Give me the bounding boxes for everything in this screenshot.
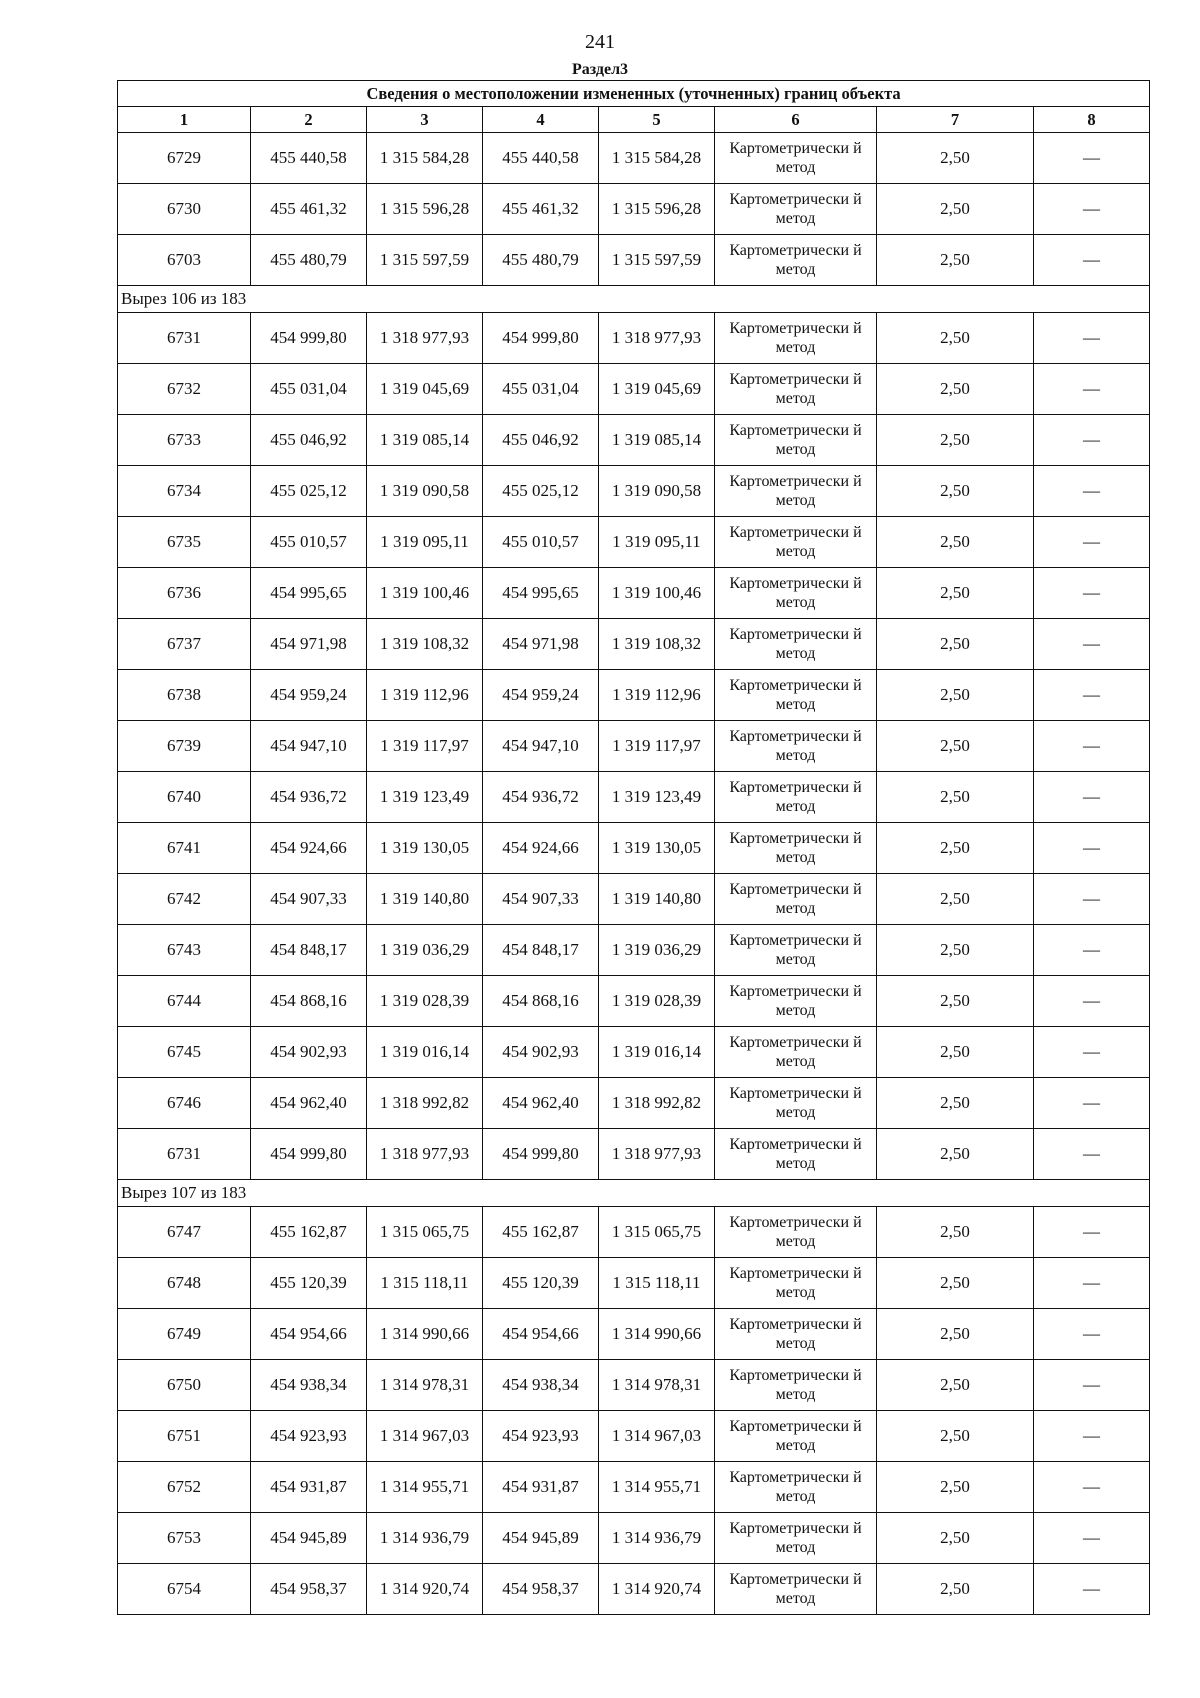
x-old-cell: 455 461,32 (251, 184, 367, 235)
precision-cell: 2,50 (877, 1027, 1034, 1078)
description-cell: — (1034, 925, 1150, 976)
y-new-cell: 1 314 955,71 (599, 1462, 715, 1513)
column-header: 1 (118, 107, 251, 133)
description-cell: — (1034, 772, 1150, 823)
table-row (118, 1258, 1150, 1309)
point-number-cell: 6741 (118, 823, 251, 874)
point-number-cell: 6744 (118, 976, 251, 1027)
x-old-cell: 454 962,40 (251, 1078, 367, 1129)
x-new-cell: 454 954,66 (483, 1309, 599, 1360)
x-new-cell: 454 924,66 (483, 823, 599, 874)
method-cell: Картометрически й метод (715, 823, 877, 874)
y-new-cell: 1 315 065,75 (599, 1207, 715, 1258)
point-number-cell: 6738 (118, 670, 251, 721)
column-header: 5 (599, 107, 715, 133)
x-new-cell: 454 959,24 (483, 670, 599, 721)
precision-cell: 2,50 (877, 772, 1034, 823)
description-cell: — (1034, 1462, 1150, 1513)
boundary-coordinates-table (117, 80, 1150, 1615)
y-old-cell: 1 318 977,93 (367, 313, 483, 364)
method-cell: Картометрически й метод (715, 1411, 877, 1462)
table-row (118, 1513, 1150, 1564)
column-header: 6 (715, 107, 877, 133)
x-old-cell: 454 945,89 (251, 1513, 367, 1564)
y-new-cell: 1 319 045,69 (599, 364, 715, 415)
description-cell: — (1034, 517, 1150, 568)
x-new-cell: 455 162,87 (483, 1207, 599, 1258)
x-old-cell: 455 162,87 (251, 1207, 367, 1258)
x-old-cell: 454 995,65 (251, 568, 367, 619)
description-cell: — (1034, 1027, 1150, 1078)
method-cell: Картометрически й метод (715, 670, 877, 721)
description-cell: — (1034, 670, 1150, 721)
description-cell: — (1034, 1129, 1150, 1180)
method-cell: Картометрически й метод (715, 1258, 877, 1309)
description-cell: — (1034, 619, 1150, 670)
point-number-cell: 6745 (118, 1027, 251, 1078)
y-new-cell: 1 319 016,14 (599, 1027, 715, 1078)
y-new-cell: 1 319 140,80 (599, 874, 715, 925)
x-new-cell: 455 461,32 (483, 184, 599, 235)
y-old-cell: 1 319 095,11 (367, 517, 483, 568)
method-cell: Картометрически й метод (715, 1360, 877, 1411)
y-new-cell: 1 318 977,93 (599, 1129, 715, 1180)
x-old-cell: 454 947,10 (251, 721, 367, 772)
point-number-cell: 6734 (118, 466, 251, 517)
x-old-cell: 455 010,57 (251, 517, 367, 568)
table-row (118, 568, 1150, 619)
table-row (118, 1078, 1150, 1129)
description-cell: — (1034, 184, 1150, 235)
y-old-cell: 1 319 108,32 (367, 619, 483, 670)
precision-cell: 2,50 (877, 976, 1034, 1027)
y-new-cell: 1 319 095,11 (599, 517, 715, 568)
precision-cell: 2,50 (877, 1564, 1034, 1615)
method-cell: Картометрически й метод (715, 1309, 877, 1360)
y-new-cell: 1 319 117,97 (599, 721, 715, 772)
y-new-cell: 1 319 130,05 (599, 823, 715, 874)
y-old-cell: 1 319 140,80 (367, 874, 483, 925)
y-old-cell: 1 315 584,28 (367, 133, 483, 184)
x-old-cell: 455 025,12 (251, 466, 367, 517)
method-cell: Картометрически й метод (715, 517, 877, 568)
precision-cell: 2,50 (877, 364, 1034, 415)
y-new-cell: 1 314 967,03 (599, 1411, 715, 1462)
method-cell: Картометрически й метод (715, 976, 877, 1027)
x-old-cell: 455 120,39 (251, 1258, 367, 1309)
y-old-cell: 1 318 977,93 (367, 1129, 483, 1180)
description-cell: — (1034, 313, 1150, 364)
description-cell: — (1034, 1258, 1150, 1309)
precision-cell: 2,50 (877, 1309, 1034, 1360)
y-new-cell: 1 319 090,58 (599, 466, 715, 517)
x-new-cell: 455 025,12 (483, 466, 599, 517)
table-row (118, 925, 1150, 976)
description-cell: — (1034, 1078, 1150, 1129)
table-row (118, 364, 1150, 415)
point-number-cell: 6732 (118, 364, 251, 415)
x-old-cell: 455 031,04 (251, 364, 367, 415)
table-row (118, 619, 1150, 670)
point-number-cell: 6752 (118, 1462, 251, 1513)
table-row (118, 235, 1150, 286)
point-number-cell: 6747 (118, 1207, 251, 1258)
precision-cell: 2,50 (877, 466, 1034, 517)
x-old-cell: 454 907,33 (251, 874, 367, 925)
y-new-cell: 1 319 028,39 (599, 976, 715, 1027)
y-new-cell: 1 318 977,93 (599, 313, 715, 364)
y-old-cell: 1 319 085,14 (367, 415, 483, 466)
x-new-cell: 454 947,10 (483, 721, 599, 772)
section-title: Раздел3 (571, 61, 629, 78)
column-header: 2 (251, 107, 367, 133)
table-row (118, 184, 1150, 235)
x-new-cell: 454 999,80 (483, 1129, 599, 1180)
point-number-cell: 6746 (118, 1078, 251, 1129)
method-cell: Картометрически й метод (715, 874, 877, 925)
x-new-cell: 455 440,58 (483, 133, 599, 184)
description-cell: — (1034, 721, 1150, 772)
description-cell: — (1034, 976, 1150, 1027)
precision-cell: 2,50 (877, 1207, 1034, 1258)
y-old-cell: 1 314 967,03 (367, 1411, 483, 1462)
y-old-cell: 1 315 597,59 (367, 235, 483, 286)
description-cell: — (1034, 1360, 1150, 1411)
precision-cell: 2,50 (877, 313, 1034, 364)
description-cell: — (1034, 133, 1150, 184)
subsection-label: Вырез 107 из 183 (118, 1180, 1150, 1207)
x-old-cell: 454 848,17 (251, 925, 367, 976)
point-number-cell: 6730 (118, 184, 251, 235)
column-header: 4 (483, 107, 599, 133)
x-old-cell: 454 959,24 (251, 670, 367, 721)
y-old-cell: 1 314 978,31 (367, 1360, 483, 1411)
table-row (118, 1462, 1150, 1513)
x-new-cell: 454 945,89 (483, 1513, 599, 1564)
y-old-cell: 1 315 596,28 (367, 184, 483, 235)
y-old-cell: 1 315 118,11 (367, 1258, 483, 1309)
description-cell: — (1034, 874, 1150, 925)
y-new-cell: 1 319 108,32 (599, 619, 715, 670)
table-row (118, 1411, 1150, 1462)
method-cell: Картометрически й метод (715, 1078, 877, 1129)
x-old-cell: 454 902,93 (251, 1027, 367, 1078)
y-new-cell: 1 319 112,96 (599, 670, 715, 721)
y-new-cell: 1 319 100,46 (599, 568, 715, 619)
point-number-cell: 6743 (118, 925, 251, 976)
description-cell: — (1034, 1513, 1150, 1564)
y-old-cell: 1 314 920,74 (367, 1564, 483, 1615)
y-old-cell: 1 319 112,96 (367, 670, 483, 721)
precision-cell: 2,50 (877, 925, 1034, 976)
method-cell: Картометрически й метод (715, 619, 877, 670)
x-new-cell: 454 923,93 (483, 1411, 599, 1462)
point-number-cell: 6750 (118, 1360, 251, 1411)
y-new-cell: 1 315 597,59 (599, 235, 715, 286)
table-row (118, 670, 1150, 721)
precision-cell: 2,50 (877, 823, 1034, 874)
y-old-cell: 1 314 990,66 (367, 1309, 483, 1360)
description-cell: — (1034, 364, 1150, 415)
table-row (118, 1027, 1150, 1078)
precision-cell: 2,50 (877, 874, 1034, 925)
precision-cell: 2,50 (877, 721, 1034, 772)
method-cell: Картометрически й метод (715, 184, 877, 235)
description-cell: — (1034, 1564, 1150, 1615)
precision-cell: 2,50 (877, 1513, 1034, 1564)
precision-cell: 2,50 (877, 1258, 1034, 1309)
table-row (118, 874, 1150, 925)
method-cell: Картометрически й метод (715, 1027, 877, 1078)
column-header-row (118, 107, 1150, 133)
x-new-cell: 454 999,80 (483, 313, 599, 364)
page-number: 241 (585, 31, 615, 53)
x-old-cell: 454 938,34 (251, 1360, 367, 1411)
y-old-cell: 1 319 123,49 (367, 772, 483, 823)
x-old-cell: 455 480,79 (251, 235, 367, 286)
description-cell: — (1034, 415, 1150, 466)
y-old-cell: 1 319 117,97 (367, 721, 483, 772)
y-old-cell: 1 319 028,39 (367, 976, 483, 1027)
table-row (118, 466, 1150, 517)
x-new-cell: 454 971,98 (483, 619, 599, 670)
point-number-cell: 6703 (118, 235, 251, 286)
table-row (118, 976, 1150, 1027)
y-new-cell: 1 315 118,11 (599, 1258, 715, 1309)
y-new-cell: 1 315 584,28 (599, 133, 715, 184)
y-new-cell: 1 319 085,14 (599, 415, 715, 466)
y-old-cell: 1 314 936,79 (367, 1513, 483, 1564)
method-cell: Картометрически й метод (715, 1462, 877, 1513)
y-old-cell: 1 319 100,46 (367, 568, 483, 619)
precision-cell: 2,50 (877, 235, 1034, 286)
precision-cell: 2,50 (877, 415, 1034, 466)
x-old-cell: 454 958,37 (251, 1564, 367, 1615)
method-cell: Картометрически й метод (715, 415, 877, 466)
y-new-cell: 1 314 990,66 (599, 1309, 715, 1360)
point-number-cell: 6735 (118, 517, 251, 568)
x-new-cell: 454 958,37 (483, 1564, 599, 1615)
point-number-cell: 6731 (118, 1129, 251, 1180)
table-row (118, 1564, 1150, 1615)
y-old-cell: 1 319 036,29 (367, 925, 483, 976)
method-cell: Картометрически й метод (715, 364, 877, 415)
point-number-cell: 6749 (118, 1309, 251, 1360)
table-row (118, 517, 1150, 568)
y-new-cell: 1 314 936,79 (599, 1513, 715, 1564)
method-cell: Картометрически й метод (715, 1564, 877, 1615)
description-cell: — (1034, 568, 1150, 619)
table-row (118, 823, 1150, 874)
point-number-cell: 6736 (118, 568, 251, 619)
y-new-cell: 1 318 992,82 (599, 1078, 715, 1129)
subsection-row (118, 1180, 1150, 1207)
column-header: 7 (877, 107, 1034, 133)
description-cell: — (1034, 466, 1150, 517)
x-new-cell: 454 936,72 (483, 772, 599, 823)
precision-cell: 2,50 (877, 517, 1034, 568)
y-new-cell: 1 315 596,28 (599, 184, 715, 235)
x-old-cell: 454 931,87 (251, 1462, 367, 1513)
x-old-cell: 454 868,16 (251, 976, 367, 1027)
table-row (118, 1360, 1150, 1411)
y-new-cell: 1 319 123,49 (599, 772, 715, 823)
point-number-cell: 6748 (118, 1258, 251, 1309)
precision-cell: 2,50 (877, 568, 1034, 619)
table-row (118, 415, 1150, 466)
x-old-cell: 455 046,92 (251, 415, 367, 466)
precision-cell: 2,50 (877, 1411, 1034, 1462)
table-row (118, 133, 1150, 184)
x-new-cell: 455 031,04 (483, 364, 599, 415)
precision-cell: 2,50 (877, 1129, 1034, 1180)
point-number-cell: 6731 (118, 313, 251, 364)
x-old-cell: 455 440,58 (251, 133, 367, 184)
x-new-cell: 454 938,34 (483, 1360, 599, 1411)
x-new-cell: 454 868,16 (483, 976, 599, 1027)
method-cell: Картометрически й метод (715, 568, 877, 619)
y-old-cell: 1 318 992,82 (367, 1078, 483, 1129)
x-new-cell: 454 962,40 (483, 1078, 599, 1129)
point-number-cell: 6729 (118, 133, 251, 184)
precision-cell: 2,50 (877, 1360, 1034, 1411)
x-new-cell: 455 480,79 (483, 235, 599, 286)
x-old-cell: 454 923,93 (251, 1411, 367, 1462)
description-cell: — (1034, 1309, 1150, 1360)
x-old-cell: 454 971,98 (251, 619, 367, 670)
method-cell: Картометрически й метод (715, 235, 877, 286)
table-row (118, 1309, 1150, 1360)
precision-cell: 2,50 (877, 670, 1034, 721)
y-new-cell: 1 314 978,31 (599, 1360, 715, 1411)
y-old-cell: 1 315 065,75 (367, 1207, 483, 1258)
table-row (118, 1129, 1150, 1180)
table-row (118, 721, 1150, 772)
method-cell: Картометрически й метод (715, 1513, 877, 1564)
x-new-cell: 454 902,93 (483, 1027, 599, 1078)
subsection-row (118, 286, 1150, 313)
point-number-cell: 6737 (118, 619, 251, 670)
y-new-cell: 1 314 920,74 (599, 1564, 715, 1615)
point-number-cell: 6740 (118, 772, 251, 823)
x-new-cell: 455 046,92 (483, 415, 599, 466)
point-number-cell: 6753 (118, 1513, 251, 1564)
point-number-cell: 6742 (118, 874, 251, 925)
precision-cell: 2,50 (877, 1462, 1034, 1513)
description-cell: — (1034, 823, 1150, 874)
method-cell: Картометрически й метод (715, 1129, 877, 1180)
method-cell: Картометрически й метод (715, 1207, 877, 1258)
point-number-cell: 6754 (118, 1564, 251, 1615)
y-new-cell: 1 319 036,29 (599, 925, 715, 976)
x-new-cell: 455 120,39 (483, 1258, 599, 1309)
y-old-cell: 1 319 045,69 (367, 364, 483, 415)
x-old-cell: 454 936,72 (251, 772, 367, 823)
method-cell: Картометрически й метод (715, 721, 877, 772)
method-cell: Картометрически й метод (715, 925, 877, 976)
y-old-cell: 1 319 016,14 (367, 1027, 483, 1078)
method-cell: Картометрически й метод (715, 466, 877, 517)
point-number-cell: 6739 (118, 721, 251, 772)
point-number-cell: 6733 (118, 415, 251, 466)
method-cell: Картометрически й метод (715, 772, 877, 823)
y-old-cell: 1 319 130,05 (367, 823, 483, 874)
x-new-cell: 454 907,33 (483, 874, 599, 925)
precision-cell: 2,50 (877, 1078, 1034, 1129)
table-row (118, 313, 1150, 364)
x-new-cell: 454 848,17 (483, 925, 599, 976)
y-old-cell: 1 319 090,58 (367, 466, 483, 517)
precision-cell: 2,50 (877, 619, 1034, 670)
x-old-cell: 454 924,66 (251, 823, 367, 874)
y-old-cell: 1 314 955,71 (367, 1462, 483, 1513)
x-old-cell: 454 999,80 (251, 1129, 367, 1180)
description-cell: — (1034, 235, 1150, 286)
description-cell: — (1034, 1207, 1150, 1258)
column-header: 8 (1034, 107, 1150, 133)
subsection-label: Вырез 106 из 183 (118, 286, 1150, 313)
x-new-cell: 454 995,65 (483, 568, 599, 619)
x-old-cell: 454 999,80 (251, 313, 367, 364)
x-new-cell: 455 010,57 (483, 517, 599, 568)
method-cell: Картометрически й метод (715, 133, 877, 184)
x-old-cell: 454 954,66 (251, 1309, 367, 1360)
point-number-cell: 6751 (118, 1411, 251, 1462)
table-row (118, 772, 1150, 823)
precision-cell: 2,50 (877, 184, 1034, 235)
column-header: 3 (367, 107, 483, 133)
x-new-cell: 454 931,87 (483, 1462, 599, 1513)
precision-cell: 2,50 (877, 133, 1034, 184)
method-cell: Картометрически й метод (715, 313, 877, 364)
table-row (118, 1207, 1150, 1258)
table-caption: Сведения о местоположении измененных (уточненных) границ объекта (118, 81, 1150, 107)
description-cell: — (1034, 1411, 1150, 1462)
